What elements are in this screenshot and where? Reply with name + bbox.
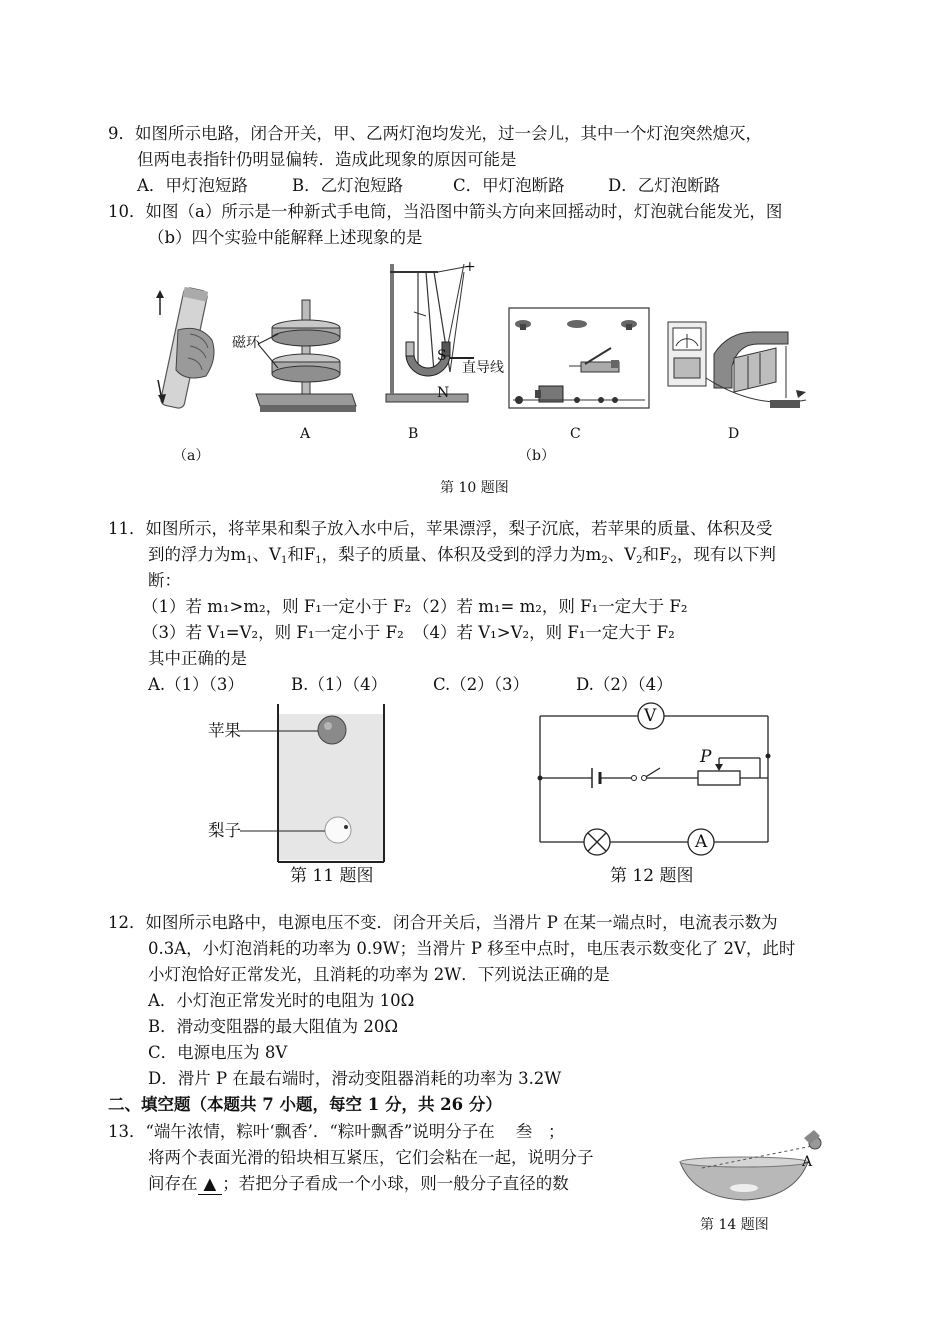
q10-caption: 第 10 题图 bbox=[440, 480, 509, 496]
figure-c-motor-circuit bbox=[505, 304, 655, 414]
fig-b-label: （b） bbox=[518, 448, 555, 464]
slider-p-label: P bbox=[700, 747, 712, 767]
voltmeter-label: V bbox=[644, 706, 657, 726]
q11-option-a: A.（1）（3） bbox=[148, 675, 244, 694]
section-2-title: 二、填空题（本题共 7 小题，每空 1 分，共 26 分） bbox=[108, 1095, 502, 1114]
q10-line1: 10．如图（a）所示是一种新式手电筒，当沿图中箭头方向来回摇动时，灯泡就台能发光，图 bbox=[108, 202, 783, 221]
q11-line2: 到的浮力为$m_1$、$V_1$和$F_1$，梨子的质量、体积及受到的浮力为$m_2$、$V_2$和$F_2$，现有以下判 bbox=[148, 545, 776, 566]
magnet-ring-label: 磁环 bbox=[232, 335, 260, 351]
figure-a-magnet-rings bbox=[236, 298, 362, 414]
q12-line2: 0.3A，小灯泡消耗的功率为 0.9W；当滑片 P 移至中点时，电压表示数变化了 2V，此时 bbox=[148, 939, 796, 958]
pear-label: 梨子 bbox=[208, 821, 241, 840]
fig-a-label: （a） bbox=[173, 448, 210, 464]
q11-statement-1: （1）若 m₁>m₂，则 F₁一定小于 F₂ bbox=[142, 597, 412, 616]
q11-option-b: B.（1）（4） bbox=[291, 675, 388, 694]
q14-label-a: A bbox=[802, 1154, 813, 1170]
plus-label: + bbox=[464, 259, 476, 275]
fig-D-label: D bbox=[728, 426, 740, 442]
q12-line1: 12．如图所示电路中，电源电压不变．闭合开关后，当滑片 P 在某一端点时，电流表示数为 bbox=[108, 913, 778, 932]
fig-C-label: C bbox=[570, 426, 581, 442]
q11-option-c: C.（2）（3） bbox=[433, 675, 530, 694]
q9-option-d: D．乙灯泡断路 bbox=[608, 176, 721, 195]
q11-caption: 第 11 题图 bbox=[290, 866, 374, 886]
q11-statement-4: （4）若 V₁>V₂，则 F₁一定大于 F₂ bbox=[413, 623, 675, 642]
ammeter-label: A bbox=[695, 832, 708, 852]
q12-caption: 第 12 题图 bbox=[610, 866, 694, 886]
q12-option-c: C．电源电压为 8V bbox=[148, 1043, 288, 1062]
q11-statement-2: （2）若 m₁= m₂，则 F₁一定大于 F₂ bbox=[413, 597, 688, 616]
q9-option-a: A．甲灯泡短路 bbox=[137, 176, 248, 195]
q11-line1: 11．如图所示，将苹果和梨子放入水中后，苹果漂浮，梨子沉底，若苹果的质量、体积及受 bbox=[108, 519, 773, 538]
q9-option-c: C．甲灯泡断路 bbox=[453, 176, 565, 195]
q12-option-d: D．滑片 P 在最右端时，滑动变阻器消耗的功率为 3.2W bbox=[148, 1069, 562, 1088]
n-pole-label: N bbox=[437, 385, 450, 401]
q11-option-d: D.（2）（4） bbox=[576, 675, 673, 694]
fig-A-label: A bbox=[300, 426, 311, 442]
q9-option-b: B．乙灯泡短路 bbox=[292, 176, 404, 195]
q13-line3: 间存在 ▲ ；若把分子看成一个小球，则一般分子直径的数 bbox=[148, 1174, 569, 1193]
apple-label: 苹果 bbox=[208, 721, 241, 740]
q11-statement-3: （3）若 V₁=V₂，则 F₁一定小于 F₂ bbox=[142, 623, 404, 642]
s-pole-label: S bbox=[437, 348, 447, 364]
q10-line2: （b）四个实验中能解释上述现象的是 bbox=[148, 228, 423, 247]
flashlight-figure bbox=[150, 280, 230, 415]
q13-blank-1: 叁 bbox=[515, 1122, 533, 1141]
q13-line2: 将两个表面光滑的铅块相互紧压，它们会粘在一起，说明分子 bbox=[148, 1148, 594, 1167]
q13-blank-2: ▲ bbox=[198, 1174, 223, 1195]
figure-d-galvanometer bbox=[664, 318, 812, 416]
q12-option-a: A．小灯泡正常发光时的电阻为 10Ω bbox=[148, 991, 415, 1010]
q11-correct-prompt: 其中正确的是 bbox=[148, 649, 247, 668]
bowl-figure bbox=[672, 1128, 822, 1208]
q9-line2: 但两电表指针仍明显偏转．造成此现象的原因可能是 bbox=[137, 150, 517, 169]
q11-line3: 断： bbox=[148, 571, 181, 590]
q13-line1: 13．“端午浓情，粽叶‘飘香’．“粽叶飘香”说明分子在 叁 ； bbox=[108, 1122, 565, 1141]
q12-line3: 小灯泡恰好正常发光，且消耗的功率为 2W．下列说法正确的是 bbox=[148, 965, 610, 984]
q9-line1: 9．如图所示电路，闭合开关，甲、乙两灯泡均发光，过一会儿，其中一个灯泡突然熄灭， bbox=[108, 124, 762, 143]
straight-wire-label: 直导线 bbox=[462, 360, 504, 376]
fig-B-label: B bbox=[408, 426, 419, 442]
q12-option-b: B．滑动变阻器的最大阻值为 20Ω bbox=[148, 1017, 399, 1036]
q14-caption: 第 14 题图 bbox=[700, 1217, 769, 1233]
